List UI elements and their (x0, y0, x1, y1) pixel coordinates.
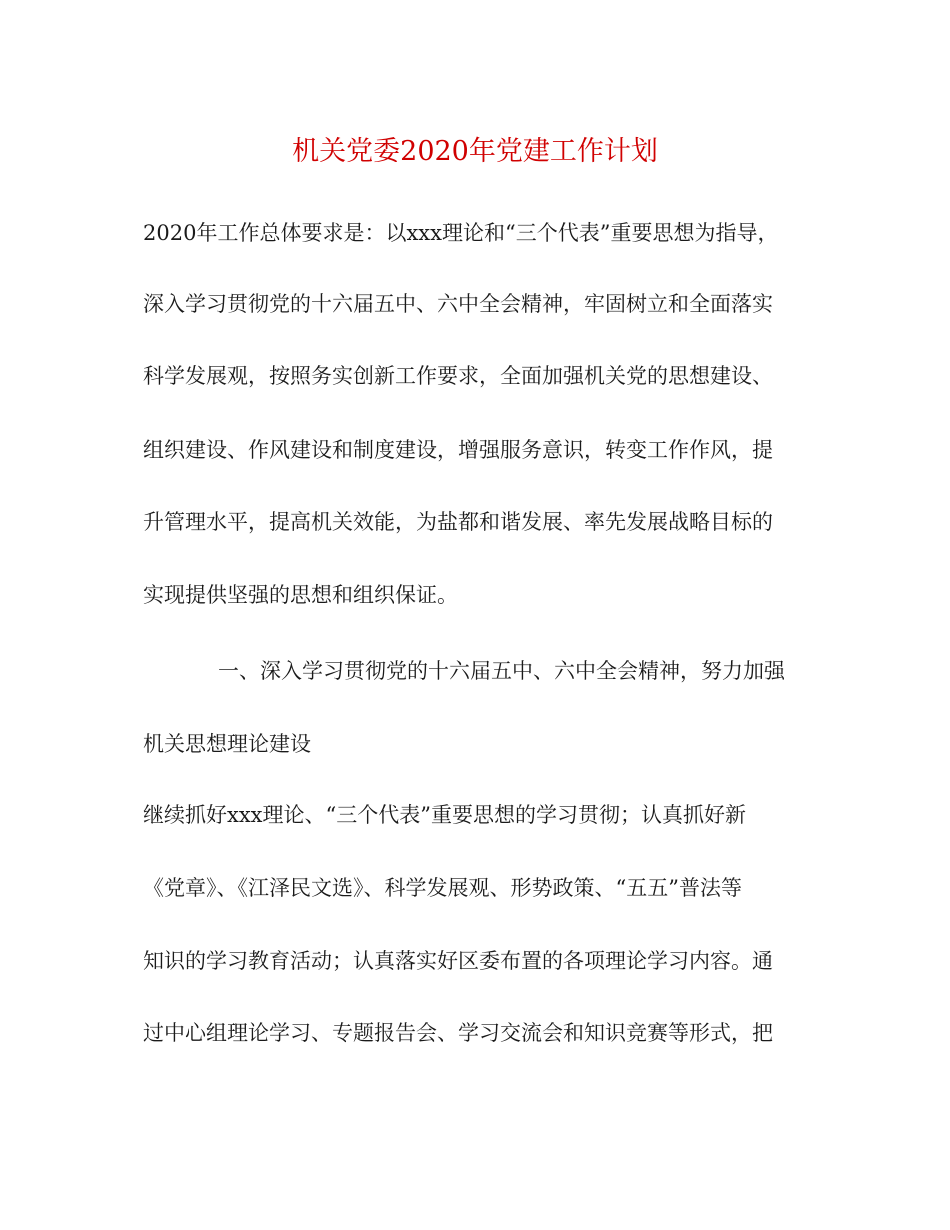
document-title: 机关党委2020年党建工作计划 (292, 136, 658, 167)
body-line: 继续抓好xxx理论、“三个代表”重要思想的学习贯彻；认真抓好新 (143, 803, 746, 827)
body-line: 2020年工作总体要求是：以xxx理论和“三个代表”重要思想为指导， (143, 221, 779, 245)
body-line: 升管理水平，提高机关效能，为盐都和谐发展、率先发展战略目标的 (143, 510, 773, 534)
body-line: 深入学习贯彻党的十六届五中、六中全会精神，牢固树立和全面落实 (143, 292, 773, 316)
section-heading: 一、深入学习贯彻党的十六届五中、六中全会精神，努力加强 (218, 659, 785, 683)
section-heading-continued: 机关思想理论建设 (143, 732, 311, 756)
body-line: 过中心组理论学习、专题报告会、学习交流会和知识竞赛等形式，把 (143, 1021, 773, 1045)
body-line: 科学发展观，按照务实创新工作要求，全面加强机关党的思想建设、 (143, 364, 773, 388)
body-line: 《党章》、《江泽民文选》、科学发展观、形势政策、“五五”普法等 (143, 876, 742, 900)
body-line: 组织建设、作风建设和制度建设，增强服务意识，转变工作作风，提 (143, 438, 773, 462)
body-line: 实现提供坚强的思想和组织保证。 (143, 583, 458, 607)
body-line: 知识的学习教育活动；认真落实好区委布置的各项理论学习内容。通 (143, 949, 773, 973)
